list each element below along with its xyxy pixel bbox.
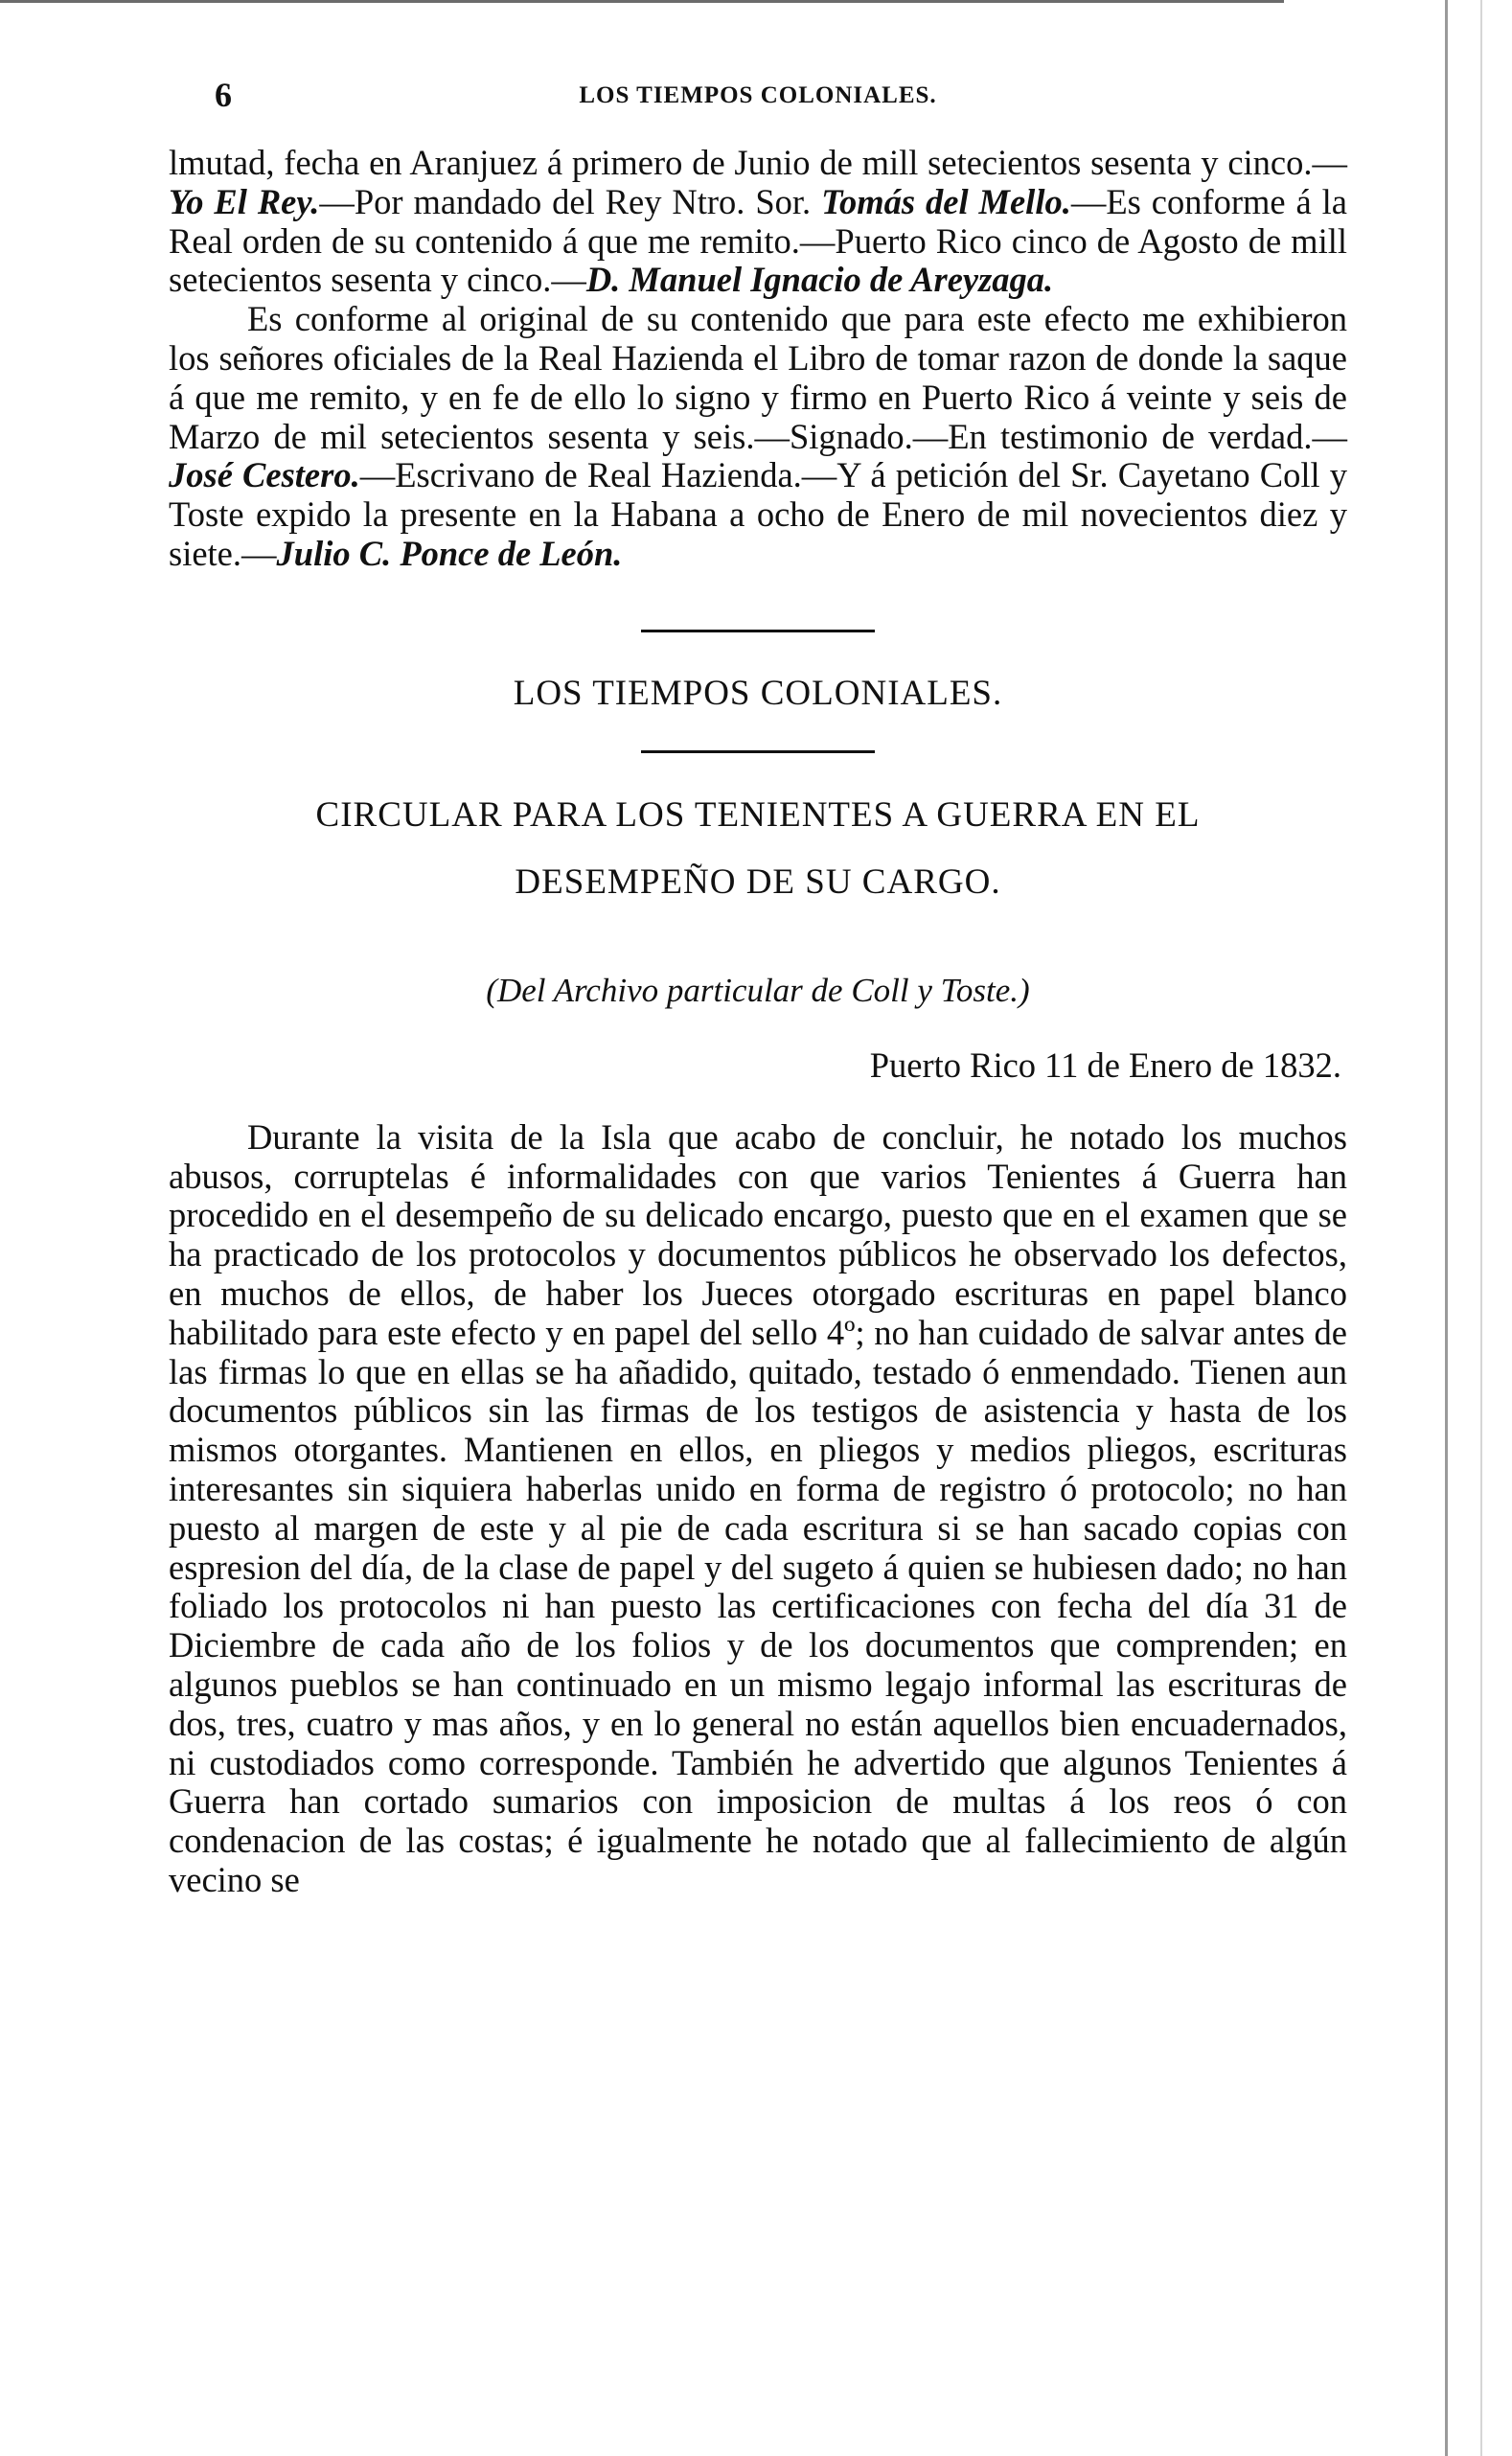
- signature-tomas-del-mello: Tomás del Mello.: [821, 181, 1071, 221]
- continuation-paragraph: [169, 144, 1347, 300]
- running-title: LOS TIEMPOS COLONIALES.: [579, 82, 937, 108]
- signature-ponce-de-leon: Julio C. Ponce de León.: [276, 533, 623, 573]
- circular-title-line-1: CIRCULAR PARA LOS TENIENTES A GUERRA EN EL: [315, 794, 1201, 835]
- section-divider-top: [641, 630, 875, 632]
- certification-text-1: Es conforme al original de su contenido que para este efecto me exhibieron los señores oficiales de la Real Hazienda el Libro de tomar razon de donde la saque á que me remito, y en fe de ello lo signo y firmo en Puerto Rico á veinte y seis de Marzo de mil setecientos sesenta y seis.—Signado.—En testimonio de verdad.—: [169, 299, 1347, 456]
- archive-note: (Del Archivo particular de Coll y Toste.): [486, 971, 1030, 1009]
- book-page: [169, 67, 1347, 1900]
- signature-areyzaga: D. Manuel Ignacio de Areyzaga.: [585, 260, 1054, 300]
- certification-paragraph: [169, 300, 1347, 574]
- section-title: LOS TIEMPOS COLONIALES.: [513, 673, 1003, 713]
- certification-text-2: —Escrivano de Real Hazienda.—Y á petición del Sr. Cayetano Coll y Toste expido la presente en la Habana a ocho de Enero de mil novecientos diez y siete.—: [169, 455, 1347, 573]
- signature-yo-el-rey: Yo El Rey.: [169, 181, 320, 221]
- right-edge-shadow: [1480, 0, 1482, 2456]
- circular-title: [169, 782, 1347, 916]
- page-number: 6: [215, 76, 232, 114]
- right-edge-rule: [1445, 0, 1448, 2456]
- signature-jose-cestero: José Cestero.: [169, 455, 360, 495]
- section-divider-bottom: [641, 750, 875, 753]
- continuation-text-1: lmutad, fecha en Aranjuez á primero de Junio de mill setecientos sesenta y cinco.—: [169, 143, 1347, 182]
- circular-title-line-2: DESEMPEÑO DE SU CARGO.: [515, 861, 1001, 902]
- place-date: Puerto Rico 11 de Enero de 1832.: [869, 1044, 1341, 1085]
- circular-body-paragraph: Durante la visita de la Isla que acabo de concluir, he notado los muchos abusos, corruptelas é informalidades con que varios Tenientes á Guerra han procedido en el desempeño de su delicado encargo, puesto que en el examen que se ha practicado de los protocolos y documentos públicos he observado los defectos, en muchos de ellos, de haber los Jueces otorgado escrituras en papel blanco habilitado para este efecto y en papel del sello 4º; no han cuidado de salvar antes de las firmas lo que en ellas se ha añadido, quitado, testado ó enmendado. Tienen aun documentos públicos sin las firmas de los testigos de asistencia y hasta de los mismos otorgantes. Mantienen en ellos, en pliegos y medios pliegos, escrituras interesantes sin siquiera haberlas unido en forma de registro ó protocolo; no han puesto al margen de este y al pie de cada escritura si se han sacado copias con espresion del día, de la clase de papel y del sugeto á quien se hubiesen dado; no han foliado los protocolos ni han puesto las certificaciones con fecha del día 31 de Diciembre de cada año de los folios y de los documentos que comprenden; en algunos pueblos se han continuado en un mismo legajo informal las escrituras de dos, tres, cuatro y mas años, y en lo general no están aquellos bien encuadernados, ni custodiados como corresponde. También he advertido que algunos Tenientes á Guerra han cortado sumarios con imposicion de multas á los reos ó con condenacion de las costas; é igualmente he notado que al fallecimiento de algún vecino se: [169, 1116, 1347, 1899]
- page-header: [169, 67, 1347, 125]
- continuation-text-2: —Por mandado del Rey Ntro. Sor.: [319, 181, 822, 221]
- top-edge-rule: [0, 0, 1284, 3]
- continuation-text-3: —Es conforme á la Real orden de su contenido á que me remito.—Puerto Rico cinco de Agosto de mill setecientos sesenta y cinco.—: [169, 181, 1347, 300]
